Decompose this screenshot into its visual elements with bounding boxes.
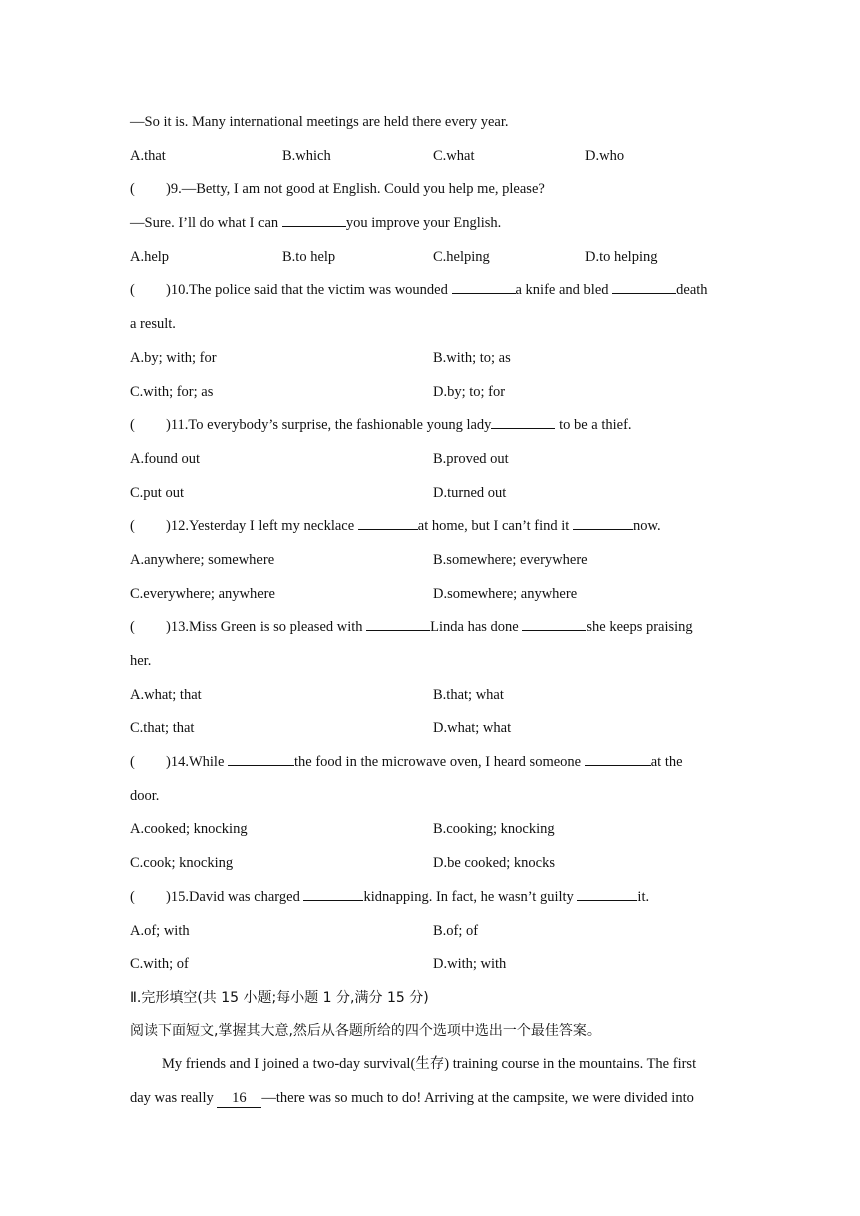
answer-blank [366,615,430,631]
q8-reply-line [130,110,730,144]
option-d: D.be cooked; knocks [433,855,556,872]
option-d: D.who [585,147,625,164]
option-b: B.with; to; as [433,349,511,366]
answer-blank [452,278,516,294]
q15-text-c: it. [637,888,650,905]
cloze-blank-16: 16 [217,1089,261,1108]
q13-text-a: )13.Miss Green is so pleased with [166,619,367,636]
q13-continuation [130,649,730,683]
q14-options-row2 [130,851,730,885]
q10-question [130,278,730,312]
option-c: C.helping [433,248,490,265]
answer-paren: ( [130,417,135,434]
q10-options-row2 [130,380,730,414]
q10-text-a: )10.The police said that the victim was wounded [166,282,452,299]
passage-text-2b: —there was so much to do! Arriving at the campsite, we were divided into [261,1089,694,1106]
q10-cont-text: a result. [130,316,176,333]
q13-question [130,615,730,649]
q15-question [130,885,730,919]
passage-line-2 [130,1086,730,1120]
option-d: D.to helping [585,248,658,265]
option-a: A.what; that [130,686,202,703]
option-b: B.somewhere; everywhere [433,551,588,568]
option-a: A.found out [130,450,201,467]
option-a: A.of; with [130,922,190,939]
option-d: D.turned out [433,484,507,501]
option-c: C.put out [130,484,184,501]
option-c: C.what [433,147,475,164]
section-instr-text: 阅读下面短文,掌握其大意,然后从各题所给的四个选项中选出一个最佳答案。 [130,1022,601,1039]
answer-blank [303,885,363,901]
option-b: B.to help [282,248,336,265]
section-instructions [130,1019,730,1052]
q14-question [130,750,730,784]
worksheet-page [130,110,730,1119]
q11-question [130,413,730,447]
section-title: Ⅱ.完形填空(共 15 小题;每小题 1 分,满分 15 分) [130,989,429,1006]
option-a: A.that [130,147,166,164]
q15-text-b: kidnapping. In fact, he wasn’t guilty [363,888,578,905]
q12-options-row1 [130,548,730,582]
option-a: A.anywhere; somewhere [130,551,275,568]
option-c: C.with; of [130,956,189,973]
option-b: B.which [282,147,331,164]
q15-text-a: )15.David was charged [166,888,304,905]
q14-text-b: the food in the microwave oven, I heard someone [294,754,585,771]
q9-options [130,245,730,279]
option-d: D.what; what [433,720,512,737]
option-d: D.by; to; for [433,383,506,400]
option-d: D.with; with [433,956,507,973]
option-d: D.somewhere; anywhere [433,585,578,602]
q10-text-c: death [676,282,708,299]
q10-text-b: a knife and bled [515,282,613,299]
option-c: C.cook; knocking [130,855,234,872]
q14-cont-text: door. [130,787,160,804]
q9-reply-b: you improve your English. [345,215,502,232]
q12-question [130,514,730,548]
answer-blank [577,885,637,901]
option-b: B.cooking; knocking [433,821,555,838]
q9-reply-line [130,211,730,245]
answer-blank [228,750,294,766]
q12-text-a: )12.Yesterday I left my necklace [166,518,358,535]
q11-text-a: )11.To everybody’s surprise, the fashionable young lady [166,417,492,434]
q11-text-b: to be a thief. [555,417,632,434]
q8-options [130,144,730,178]
answer-blank [358,514,418,530]
q10-continuation [130,312,730,346]
q11-options-row2 [130,481,730,515]
option-b: B.that; what [433,686,504,703]
passage-text-2a: day was really [130,1089,218,1106]
passage-line-1 [130,1052,730,1086]
q13-options-row2 [130,716,730,750]
section-heading [130,986,730,1019]
option-a: A.by; with; for [130,349,217,366]
q12-options-row2 [130,582,730,616]
answer-blank [573,514,633,530]
q14-text-a: )14.While [166,754,229,771]
q14-continuation [130,784,730,818]
q9-text: )9.—Betty, I am not good at English. Could you help me, please? [166,181,545,198]
option-c: C.with; for; as [130,383,214,400]
q10-options-row1 [130,346,730,380]
q14-text-c: at the [650,754,683,771]
option-a: A.help [130,248,170,265]
q13-text-b: Linda has done [430,619,523,636]
answer-blank [491,413,555,429]
q15-options-row2 [130,952,730,986]
q13-text-c: she keeps praising [586,619,693,636]
answer-blank [282,211,346,227]
q13-cont-text: her. [130,653,152,669]
answer-blank [585,750,651,766]
answer-paren: ( [130,619,135,636]
q12-text-b: at home, but I can’t find it [417,518,573,535]
option-b: B.proved out [433,450,509,467]
answer-paren: ( [130,754,135,771]
answer-paren: ( [130,181,135,198]
q9-question [130,177,730,211]
answer-paren: ( [130,282,135,299]
q15-options-row1 [130,919,730,953]
q9-reply-a: —Sure. I’ll do what I can [130,215,282,232]
option-a: A.cooked; knocking [130,821,248,838]
q12-text-c: now. [632,518,661,535]
answer-paren: ( [130,518,135,535]
q13-options-row1 [130,683,730,717]
option-c: C.everywhere; anywhere [130,585,275,602]
option-b: B.of; of [433,922,479,939]
answer-blank [612,278,676,294]
q14-options-row1 [130,817,730,851]
option-c: C.that; that [130,720,195,737]
answer-blank [522,615,586,631]
passage-text-1: My friends and I joined a two-day survival(生存) training course in the mountains. The first [162,1055,697,1072]
answer-paren: ( [130,888,135,905]
q8-reply-text: —So it is. Many international meetings are held there every year. [130,114,509,130]
q11-options-row1 [130,447,730,481]
